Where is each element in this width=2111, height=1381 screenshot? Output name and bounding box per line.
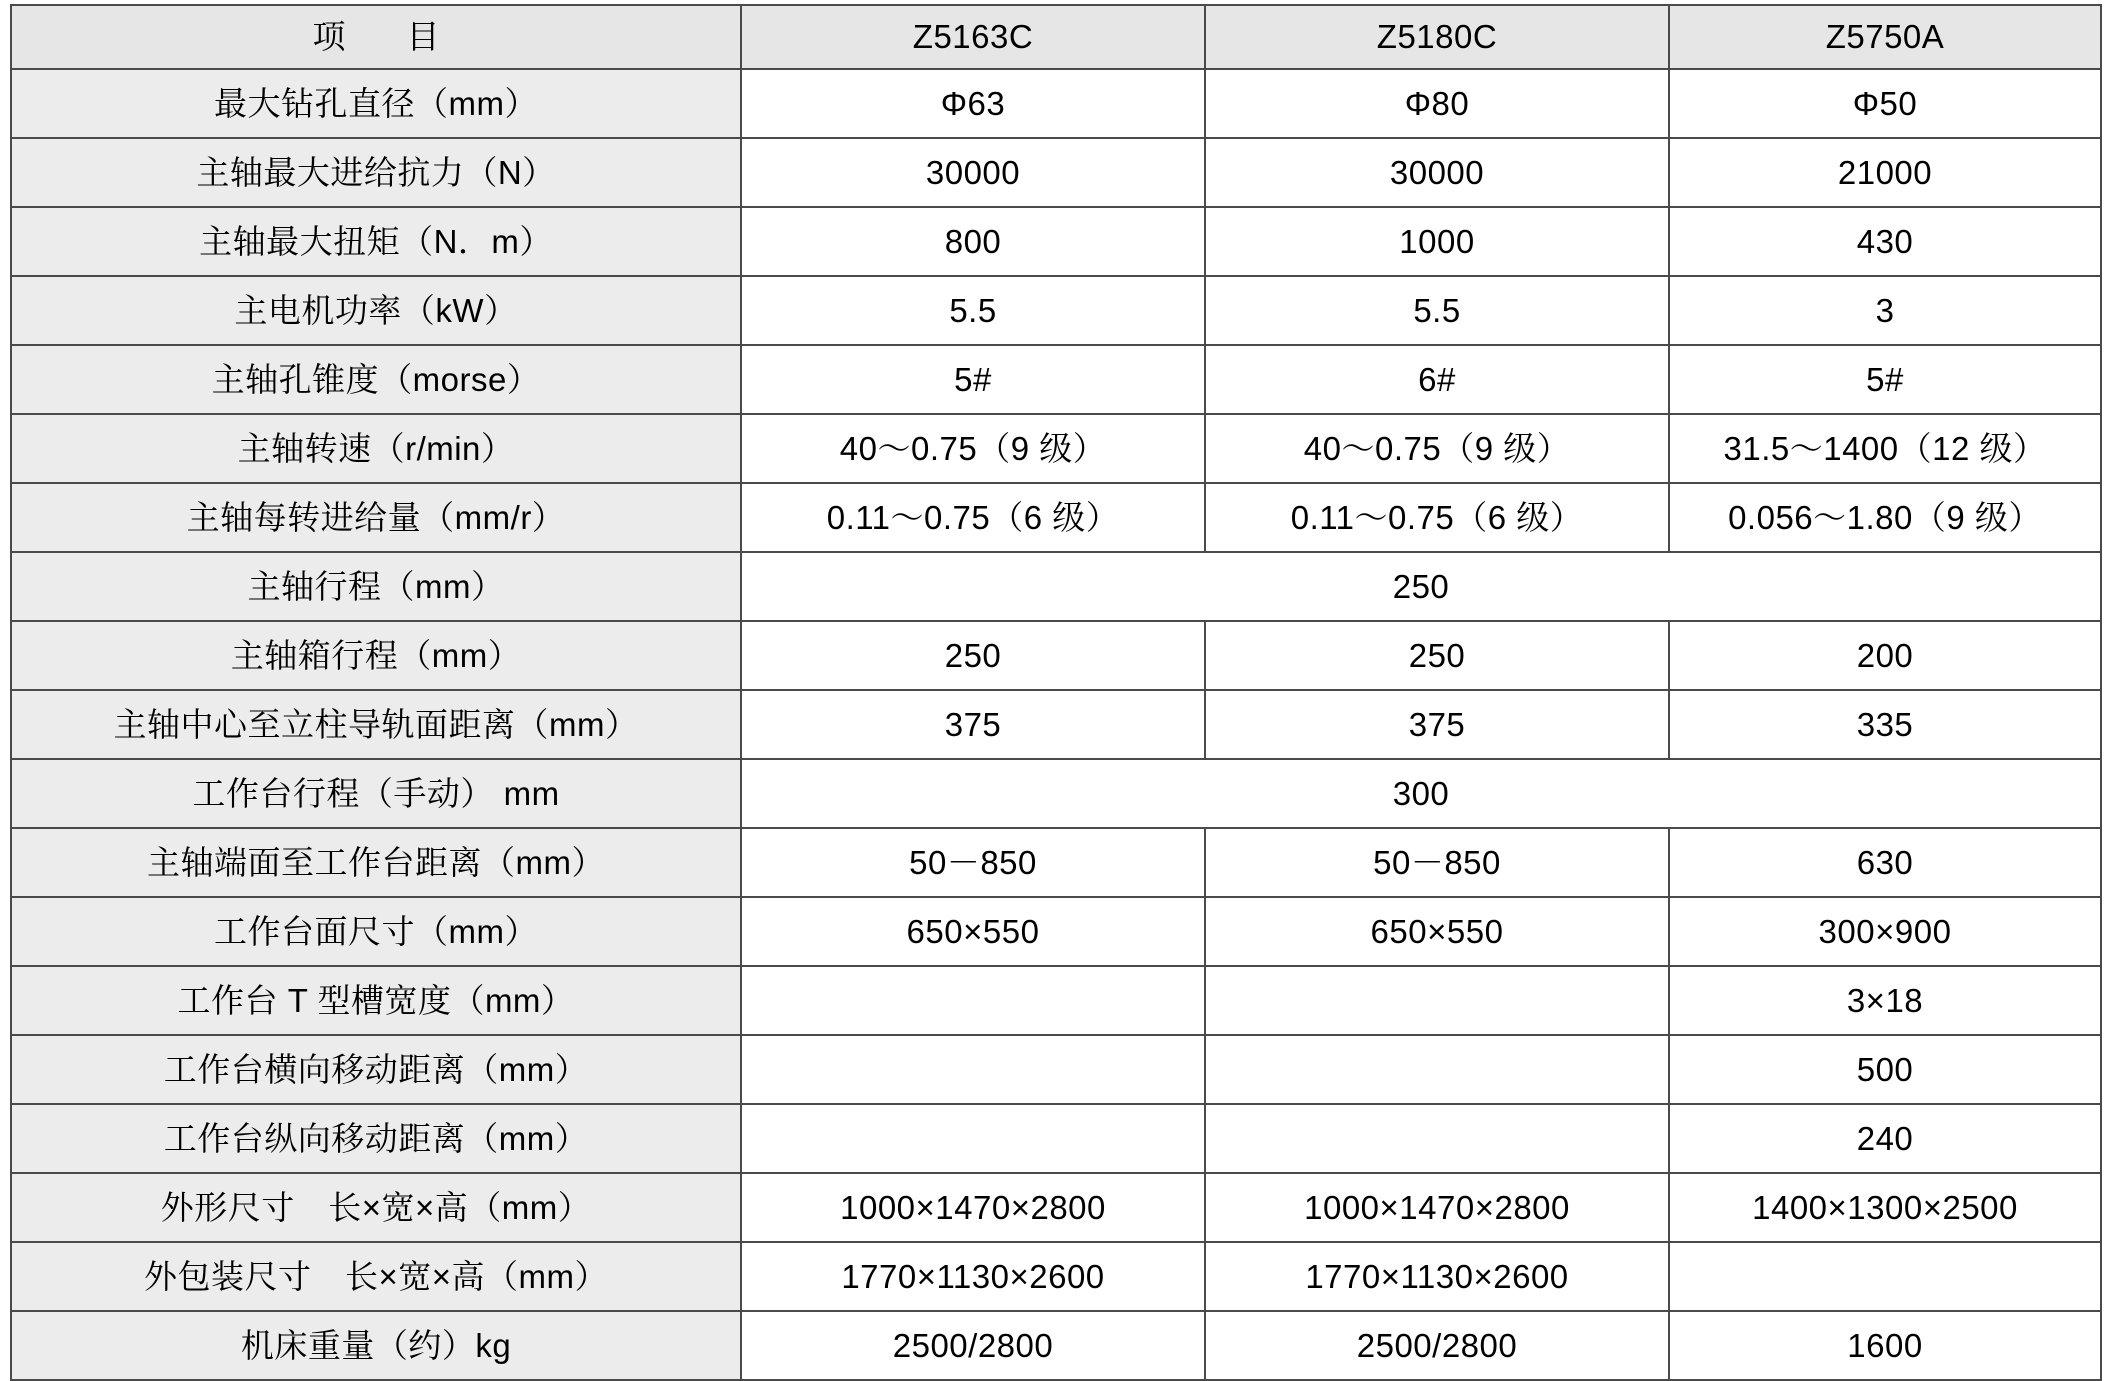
row-value: 300×900 [1669, 897, 2101, 966]
row-value: 50－850 [741, 828, 1205, 897]
row-value: Φ50 [1669, 69, 2101, 138]
table-row [11, 621, 2101, 690]
row-label: 主轴最大扭矩（N．m） [11, 207, 741, 276]
row-value: 650×550 [741, 897, 1205, 966]
row-value-all-models: 250 [741, 552, 2101, 621]
row-value: 430 [1669, 207, 2101, 276]
table-row [11, 207, 2101, 276]
table-row [11, 1173, 2101, 1242]
row-value: 3 [1669, 276, 2101, 345]
table-row [11, 552, 2101, 621]
row-value [741, 1035, 1205, 1104]
row-value: 21000 [1669, 138, 2101, 207]
table-row [11, 690, 2101, 759]
row-label: 外形尺寸 长×宽×高（mm） [11, 1173, 741, 1242]
row-value: 250 [741, 621, 1205, 690]
row-label: 主轴行程（mm） [11, 552, 741, 621]
table-row [11, 1311, 2101, 1380]
row-value: 1770×1130×2600 [741, 1242, 1205, 1311]
row-label: 最大钻孔直径（mm） [11, 69, 741, 138]
row-value: 800 [741, 207, 1205, 276]
row-value: 0.056～1.80（9 级） [1669, 483, 2101, 552]
row-label: 主轴最大进给抗力（N） [11, 138, 741, 207]
row-label: 工作台行程（手动） mm [11, 759, 741, 828]
row-value: 40～0.75（9 级） [1205, 414, 1669, 483]
row-label: 主电机功率（kW） [11, 276, 741, 345]
table-body [11, 5, 2101, 1380]
column-header-item: 项 目 [11, 5, 741, 69]
column-header-model: Z5750A [1669, 5, 2101, 69]
table-row [11, 828, 2101, 897]
row-label: 工作台横向移动距离（mm） [11, 1035, 741, 1104]
row-value: 630 [1669, 828, 2101, 897]
row-value: 200 [1669, 621, 2101, 690]
row-label: 机床重量（约）kg [11, 1311, 741, 1380]
row-value: 1000×1470×2800 [1205, 1173, 1669, 1242]
table-row [11, 138, 2101, 207]
row-label: 主轴每转进给量（mm/r） [11, 483, 741, 552]
row-value: 30000 [1205, 138, 1669, 207]
row-label: 主轴箱行程（mm） [11, 621, 741, 690]
row-value: 0.11～0.75（6 级） [741, 483, 1205, 552]
row-value [1205, 1104, 1669, 1173]
row-value: 3×18 [1669, 966, 2101, 1035]
table-row [11, 1104, 2101, 1173]
row-value: Φ63 [741, 69, 1205, 138]
row-value: 5# [741, 345, 1205, 414]
row-label: 主轴端面至工作台距离（mm） [11, 828, 741, 897]
row-value: 5# [1669, 345, 2101, 414]
row-value-all-models: 300 [741, 759, 2101, 828]
row-value: 1400×1300×2500 [1669, 1173, 2101, 1242]
row-value: 50－850 [1205, 828, 1669, 897]
row-value: 1770×1130×2600 [1205, 1242, 1669, 1311]
row-value: 240 [1669, 1104, 2101, 1173]
row-label: 工作台 T 型槽宽度（mm） [11, 966, 741, 1035]
table-row [11, 966, 2101, 1035]
table-row [11, 345, 2101, 414]
table-row [11, 759, 2101, 828]
specification-table [10, 4, 2102, 1381]
row-value: 1000×1470×2800 [741, 1173, 1205, 1242]
row-label: 外包装尺寸 长×宽×高（mm） [11, 1242, 741, 1311]
table-row [11, 1035, 2101, 1104]
row-label: 主轴中心至立柱导轨面距离（mm） [11, 690, 741, 759]
row-value: 1000 [1205, 207, 1669, 276]
row-value: 375 [1205, 690, 1669, 759]
row-value: 650×550 [1205, 897, 1669, 966]
table-row [11, 483, 2101, 552]
row-value [1669, 1242, 2101, 1311]
row-value [741, 966, 1205, 1035]
column-header-model: Z5163C [741, 5, 1205, 69]
row-value: 6# [1205, 345, 1669, 414]
column-header-model: Z5180C [1205, 5, 1669, 69]
table-row [11, 69, 2101, 138]
row-value: 40～0.75（9 级） [741, 414, 1205, 483]
table-row [11, 276, 2101, 345]
row-value [1205, 1035, 1669, 1104]
row-value [1205, 966, 1669, 1035]
row-label: 工作台面尺寸（mm） [11, 897, 741, 966]
table-header-row [11, 5, 2101, 69]
row-value: 500 [1669, 1035, 2101, 1104]
row-value: 375 [741, 690, 1205, 759]
row-value: 2500/2800 [1205, 1311, 1669, 1380]
row-value: 2500/2800 [741, 1311, 1205, 1380]
row-value: 5.5 [741, 276, 1205, 345]
row-value: 31.5～1400（12 级） [1669, 414, 2101, 483]
row-value: 335 [1669, 690, 2101, 759]
row-label: 主轴孔锥度（morse） [11, 345, 741, 414]
table-row [11, 1242, 2101, 1311]
row-value [741, 1104, 1205, 1173]
row-value: 0.11～0.75（6 级） [1205, 483, 1669, 552]
row-label: 主轴转速（r/min） [11, 414, 741, 483]
table-row [11, 414, 2101, 483]
row-label: 工作台纵向移动距离（mm） [11, 1104, 741, 1173]
row-value: 5.5 [1205, 276, 1669, 345]
row-value: 1600 [1669, 1311, 2101, 1380]
row-value: Φ80 [1205, 69, 1669, 138]
row-value: 250 [1205, 621, 1669, 690]
row-value: 30000 [741, 138, 1205, 207]
table-row [11, 897, 2101, 966]
